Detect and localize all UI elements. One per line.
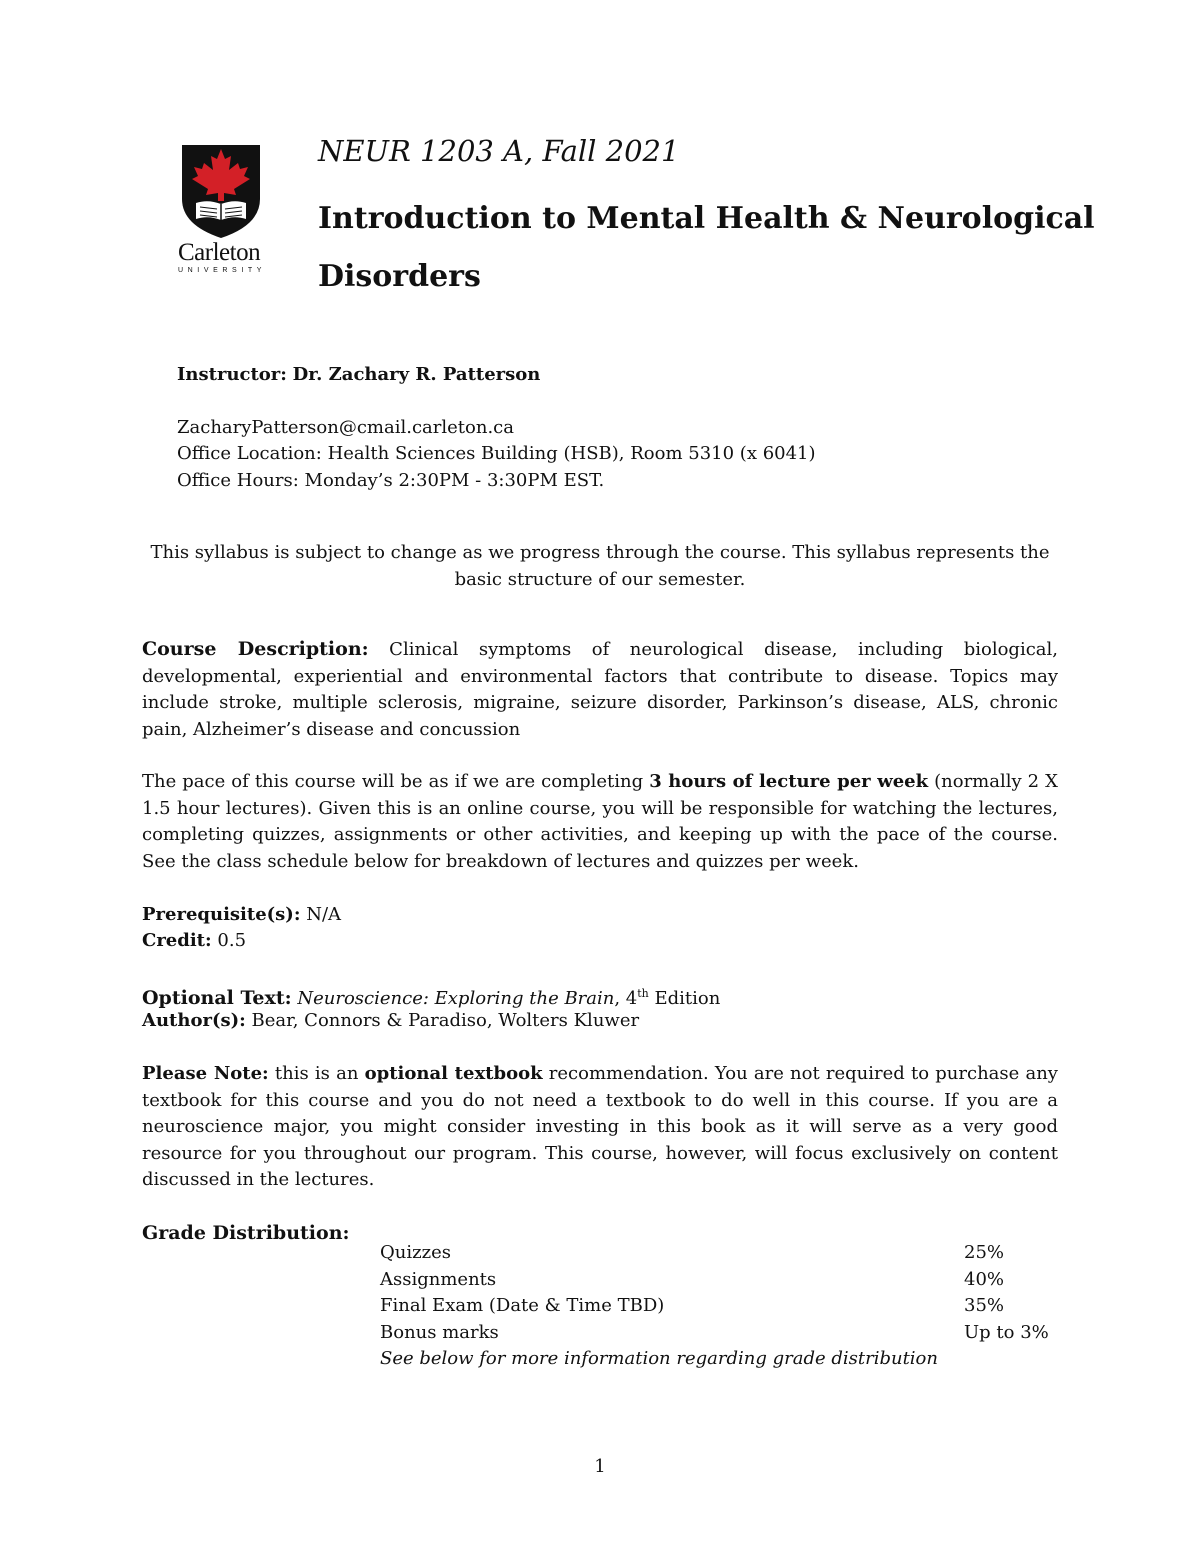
please-note-paragraph — [142, 1061, 1058, 1194]
please-note-bold: optional textbook — [364, 1063, 543, 1084]
grade-row-assignments — [380, 1267, 1060, 1294]
authors-line — [142, 1008, 639, 1035]
please-note-text: recommendation. You are not required to purchase any textbook for this course and you do not need a textbook to do well in this course. If you are a neuroscience major, you might consider investing in this book as it will serve as a very good resource for you throughout our program. This course, however, will focus exclusively on content discussed in the lectures. — [142, 1063, 1058, 1190]
syllabus-note: This syllabus is subject to change as we progress through the course. This syllabus represents the basic structure of our semester. — [150, 542, 1050, 590]
pace-text-before: The pace of this course will be as if we are completing — [142, 771, 650, 792]
credit-label: Credit: — [142, 930, 212, 951]
prerequisites-line — [142, 902, 341, 929]
optional-text-edition-sup: th — [637, 987, 649, 1000]
instructor-email[interactable]: ZacharyPatterson@cmail.carleton.ca — [177, 417, 514, 438]
grade-distribution-table — [380, 1240, 1060, 1373]
optional-text-edition-num: , 4 — [614, 988, 638, 1009]
grade-value: 40% — [964, 1268, 1005, 1290]
course-code: NEUR 1203 A, Fall 2021 — [318, 134, 680, 168]
grade-item: Bonus marks — [380, 1321, 499, 1343]
credit-line — [142, 928, 246, 955]
grade-value: 25% — [964, 1242, 1005, 1263]
page-number: 1 — [594, 1456, 606, 1477]
please-note-label: Please Note: — [142, 1063, 269, 1084]
logo-name: Carleton — [178, 239, 261, 266]
grade-item: Final Exam (Date & Time TBD) — [380, 1295, 665, 1316]
office-location: Office Location: Health Sciences Building (HSB), Room 5310 (x 6041) — [177, 443, 816, 464]
carleton-logo — [178, 143, 270, 275]
pace-bold: 3 hours of lecture per week — [649, 771, 929, 792]
grade-value: Up to 3% — [964, 1321, 1049, 1343]
please-note-mid: this is an — [268, 1063, 365, 1084]
logo-subtitle: UNIVERSITY — [178, 267, 267, 274]
grade-row-final-exam — [380, 1293, 1060, 1320]
pace-text-after: (normally 2 X 1.5 hour lectures). Given this is an online course, you will be responsible for watching the lectures, completing quizzes, assignments or other activities, and keeping up with the pace of the course. See the class schedule below for breakdown of lectures and quizzes per week. — [142, 771, 1058, 872]
prerequisites-label: Prerequisite(s): — [142, 904, 301, 925]
grade-value: 35% — [964, 1295, 1005, 1316]
optional-text-title: Neuroscience: Exploring the Brain — [297, 988, 615, 1009]
instructor-line — [177, 362, 540, 389]
grade-row-bonus — [380, 1320, 1060, 1347]
course-description — [142, 636, 1058, 743]
optional-text-edition-word: Edition — [648, 988, 721, 1009]
course-description-text: Clinical symptoms of neurological disease, including biological, developmental, experiential and environmental factors that contribute to disease. Topics may include stroke, multiple sclerosis, migraine, seizure disorder, Parkinson’s disease, ALS, chronic pain, Alzheimer’s disease and concussion — [142, 639, 1058, 740]
office-hours: Office Hours: Monday’s 2:30PM - 3:30PM EST. — [177, 470, 605, 491]
grade-footnote: See below for more information regarding grade distribution — [380, 1348, 938, 1369]
grade-row-quizzes — [380, 1240, 1060, 1267]
shield-icon — [178, 143, 264, 239]
instructor-name: Dr. Zachary R. Patterson — [292, 364, 541, 385]
instructor-label: Instructor: — [177, 364, 287, 385]
authors-label: Author(s): — [142, 1010, 246, 1031]
optional-text-label: Optional Text: — [142, 987, 292, 1009]
course-description-label: Course Description: — [142, 638, 369, 660]
grade-item: Quizzes — [380, 1242, 451, 1263]
pace-paragraph — [142, 769, 1058, 875]
course-title: Introduction to Mental Health & Neurological Disorders — [318, 201, 1095, 294]
grade-distribution-label: Grade Distribution: — [142, 1222, 350, 1244]
authors-value: Bear, Connors & Paradiso, Wolters Kluwer — [251, 1010, 640, 1031]
grade-item: Assignments — [380, 1268, 497, 1290]
prerequisites-value: N/A — [306, 904, 342, 925]
credit-value: 0.5 — [217, 930, 247, 951]
